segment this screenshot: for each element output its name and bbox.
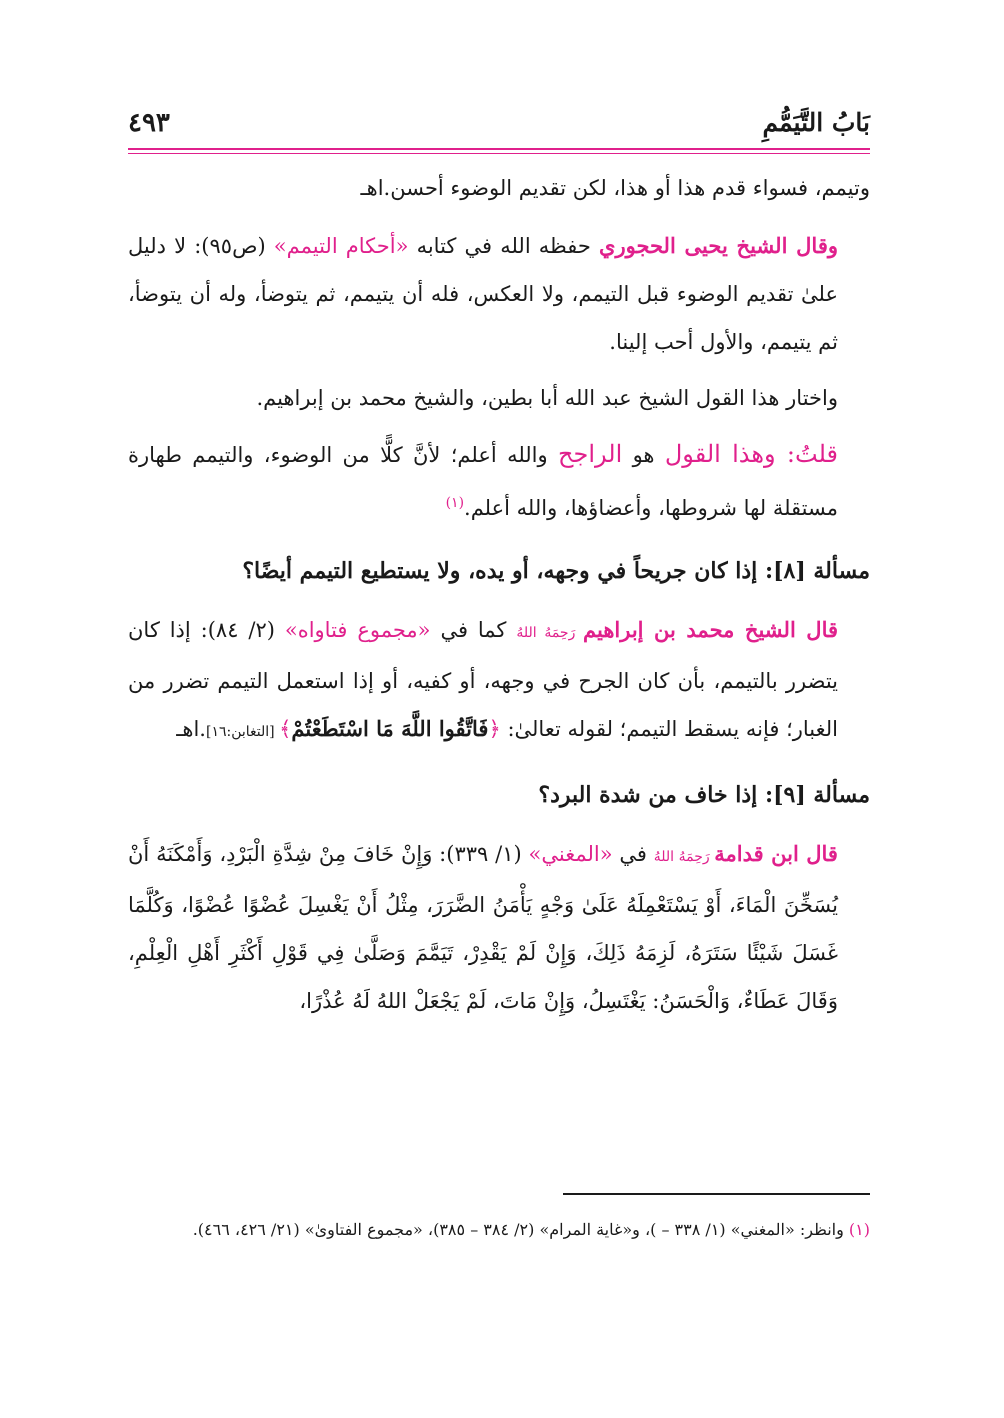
page-number: ٤٩٣ — [128, 108, 170, 138]
book-title: «المغني» — [528, 842, 613, 866]
footnote-text: وانظر: «المغني» (١/ ٣٣٨ – )، و«غاية المرام» (٢/ ٣٨٤ – ٣٨٥)، «مجموع الفتاوىٰ» (٢١/ ٤٢٦، ٤٦٦). — [192, 1220, 849, 1239]
paragraph-ibn-qudama: قال ابن قدامة رَحِمَهُ اللهُ في «المغني» (١/ ٣٣٩): وَإِنْ خَافَ مِنْ شِدَّةِ الْبَرْدِ، وَأَمْكَنَهُ أَنْ يُسَخِّنَ الْمَاءَ، أَوْ يَسْتَعْمِلَهُ عَلَىٰ وَجْهٍ يَأْمَنُ الضَّرَرَ، مِثْلُ أَنْ يَغْسِلَ عُضْوًا عُضْوًا، وَكُلَّمَا غَسَلَ شَيْئًا سَتَرَهُ، لَزِمَهُ ذَلِكَ، وَإِنْ لَمْ يَقْدِرْ، تَيَمَّمَ وَصَلَّىٰ فِي قَوْلِ أَكْثَرِ أَهْلِ الْعِلْمِ، وَقَالَ عَطَاءٌ، وَالْحَسَنُ: يَغْتَسِلُ، وَإِنْ مَاتَ، لَمْ يَجْعَلْ اللهُ لَهُ عُذْرًا، — [128, 841, 838, 1013]
issue-heading-9: مسألة [٩]: إذا خاف من شدة البرد؟ — [538, 782, 870, 808]
header-rule-thin — [128, 153, 870, 154]
footnote-number: (١) — [848, 1220, 870, 1239]
footnote — [128, 1215, 870, 1245]
speaker-name: قال ابن قدامة — [714, 841, 838, 866]
footnote-separator — [563, 1193, 870, 1195]
paragraph-author-opinion: قلتُ: وهذا القول هو الراجح والله أعلم؛ لأنَّ كلًّا من الوضوء، والتيمم طهارة مستقلة لها شروطها، وأعضاؤها، والله أعلم.$^{(١)}$ — [128, 440, 838, 520]
verse-bracket-close: ﴾ — [279, 717, 292, 741]
honorific: رَحِمَهُ اللهُ — [653, 849, 715, 865]
book-title: «أحكام التيمم» — [273, 234, 409, 258]
paragraph-choice: واختار هذا القول الشيخ عبد الله أبا بطين، والشيخ محمد بن إبراهيم. — [256, 386, 838, 410]
paragraph-ibn-ibrahim: قال الشيخ محمد بن إبراهيم رَحِمَهُ اللهُ كما في «مجموع فتاواه» (٢/ ٨٤): إذا كان يتضرر بالتيمم، بأن كان الجرح في وجهه، أو كفيه، أو إذا استعمل التيمم تضرر من الغبار؛ فإنه يسقط التيمم؛ لقوله تعالىٰ: ﴿فَاتَّقُوا اللَّهَ مَا اسْتَطَعْتُمْ﴾ [التغابن:١٦].اهـ — [128, 617, 839, 741]
rajih-label: الراجح — [558, 440, 623, 468]
honorific: رَحِمَهُ اللهُ — [516, 625, 584, 641]
verse-reference: [التغابن:١٦] — [205, 724, 280, 740]
issue-heading-8: مسألة [٨]: إذا كان جريحاً في وجهه، أو يده، ولا يستطيع التيمم أيضًا؟ — [242, 558, 870, 584]
page-body — [128, 164, 870, 1025]
speaker-name: وقال الشيخ يحيى الحجوري — [599, 233, 839, 258]
book-title: «مجموع فتاواه» — [284, 618, 431, 642]
header-rule-thick — [128, 148, 870, 150]
paragraph-continuation: وتيمم، فسواء قدم هذا أو هذا، لكن تقديم الوضوء أحسن.اهـ — [360, 176, 870, 200]
paragraph-hajouri: وقال الشيخ يحيى الحجوري حفظه الله في كتابه «أحكام التيمم» (ص٩٥): لا دليل علىٰ تقديم الوضوء قبل التيمم، ولا العكس، فله أن يتيمم، ثم يتوضأ، وله أن يتوضأ، ثم يتيمم، والأول أحب إلينا. — [128, 233, 839, 354]
chapter-title: بَابُ التَّيَمُّمِ — [762, 108, 870, 137]
speaker-name: قال الشيخ محمد بن إبراهيم — [583, 617, 839, 642]
footnote-marker[interactable]: (١) — [445, 495, 465, 511]
verse-bracket-open: ﴿ — [488, 717, 501, 741]
running-header — [128, 108, 870, 150]
quran-verse: فَاتَّقُوا اللَّهَ مَا اسْتَطَعْتُمْ — [291, 716, 489, 741]
author-statement: قلتُ: وهذا القول — [664, 440, 838, 468]
